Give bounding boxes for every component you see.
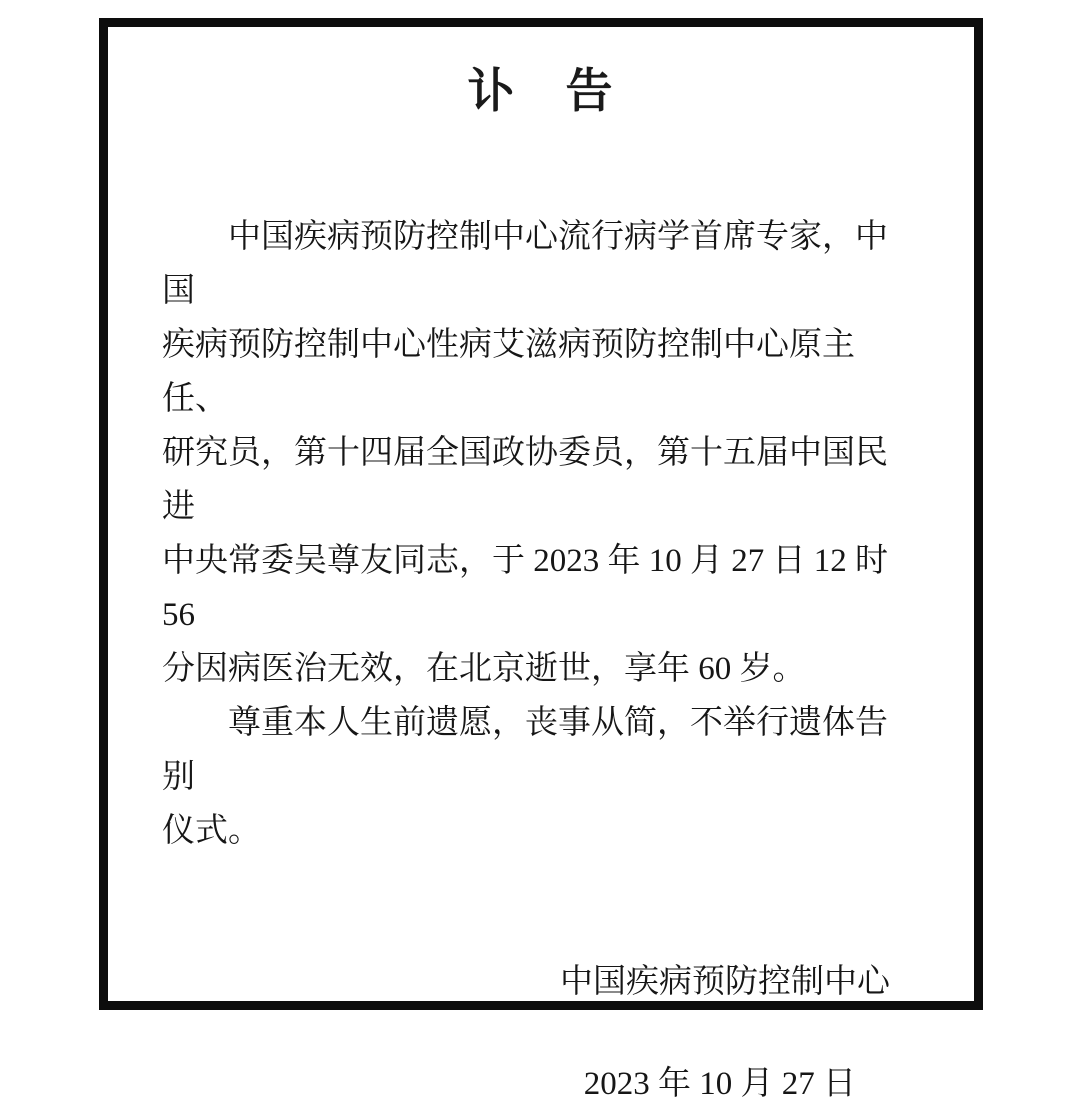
body-line-4: 中央常委吴尊友同志，于 2023 年 10 月 27 日 12 时 56 xyxy=(162,543,897,633)
body-line-5: 分因病医治无效，在北京逝世，享年 60 岁。 xyxy=(162,651,806,687)
issuing-organization-signature: 中国疾病预防控制中心 xyxy=(560,964,890,1000)
body-text xyxy=(162,210,920,858)
body-line-3: 研究员，第十四届全国政协委员，第十五届中国民进 xyxy=(162,435,888,525)
issue-date: 2023 年 10 月 27 日 xyxy=(583,1066,856,1102)
document-title: 讣 告 xyxy=(467,64,615,117)
body-line-2: 疾病预防控制中心性病艾滋病预防控制中心原主任、 xyxy=(162,327,855,417)
body-line-7: 仪式。 xyxy=(162,813,261,849)
body-line-6: 尊重本人生前遗愿，丧事从简，不举行遗体告别 xyxy=(162,705,888,795)
document-border-frame xyxy=(99,18,983,1102)
body-line-1: 中国疾病预防控制中心流行病学首席专家，中国 xyxy=(162,219,888,309)
